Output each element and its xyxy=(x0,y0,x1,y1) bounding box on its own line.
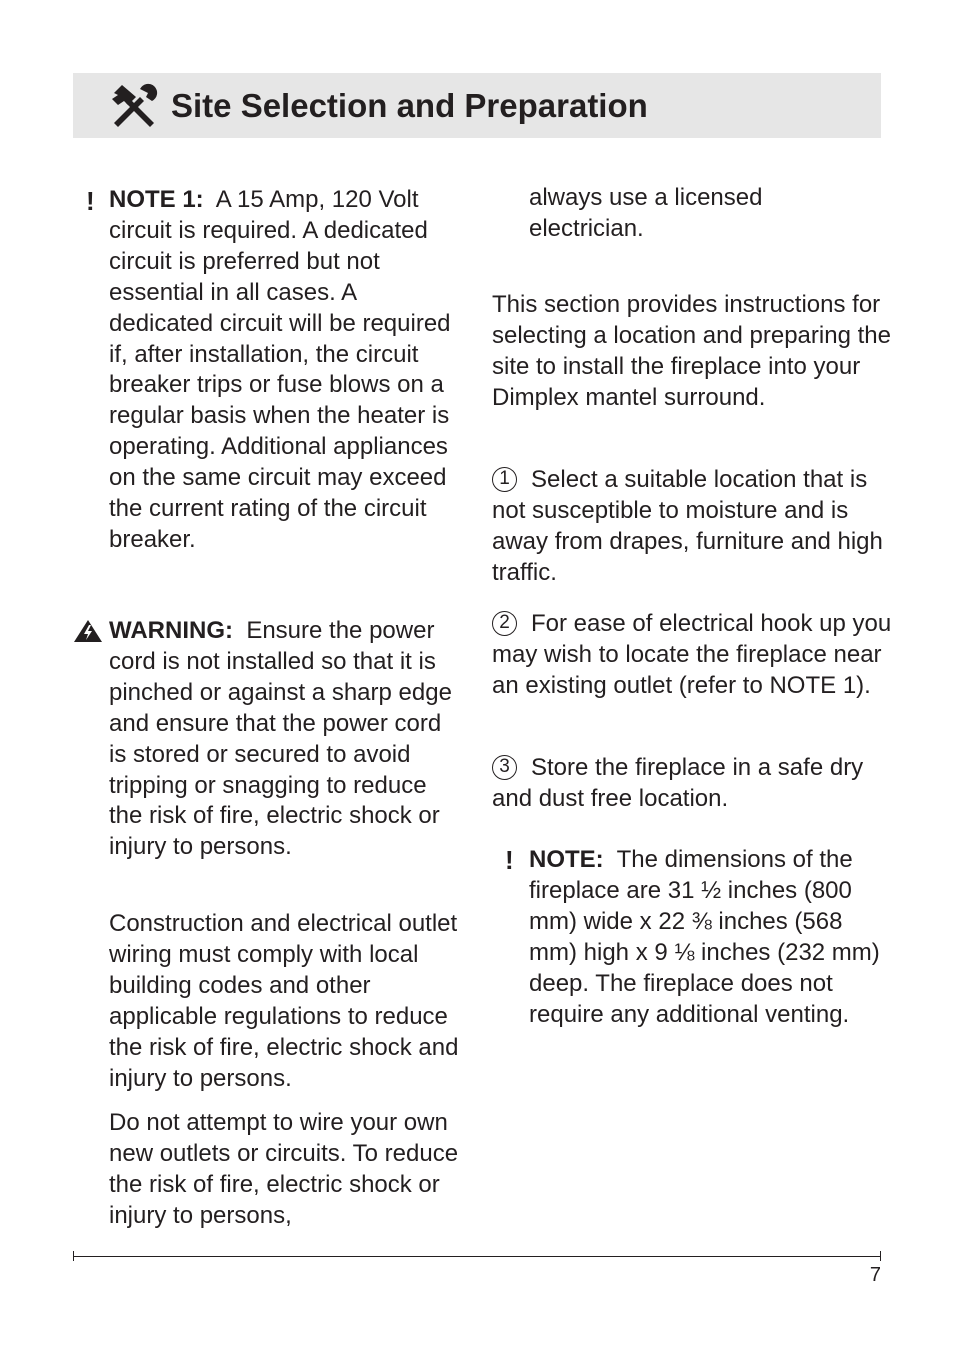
section-header xyxy=(73,73,881,138)
note2-paragraph xyxy=(529,845,889,1030)
warning-text: Ensure the power cord is not installed so that it is pinched or against a sharp edge and ensure that the power cord is stored or secured to avoid tripping or snagging to reduce the risk of fire, electric shock or injury to persons. xyxy=(109,617,452,861)
footer-rule xyxy=(73,1256,881,1257)
warning-triangle-icon xyxy=(73,619,103,643)
step-number-3: 3 xyxy=(492,755,517,780)
note1-text: A 15 Amp, 120 Volt circuit is required. A dedicated circuit is preferred but not essential in all cases. A dedicated circuit will be required if, after installation, the circuit breaker trips or fuse blows on a regular basis when the heater is operating. Additional appliances on the same circuit may exceed the current rating of the circuit breaker. xyxy=(109,186,451,553)
warning-paragraph xyxy=(109,616,464,863)
warning-label: WARNING: xyxy=(109,617,233,644)
step-3 xyxy=(492,753,892,815)
wiring-advice-continued: always use a licensed electrician. xyxy=(529,184,763,242)
note-exclamation-icon: ! xyxy=(86,186,95,216)
note1-paragraph xyxy=(109,185,464,556)
step-2-text: For ease of electrical hook up you may wish to locate the fireplace near an existing outlet (refer to NOTE 1). xyxy=(492,610,892,699)
footer-rule-tick-right xyxy=(880,1251,881,1261)
intro-paragraph: This section provides instructions for selecting a location and preparing the site to install the fireplace into your Dimplex mantel surround. xyxy=(492,291,891,411)
note2-label: NOTE: xyxy=(529,846,604,873)
note2-text: The dimensions of the fireplace are 31 ½ inches (800 mm) wide x 22 ⅜ inches (568 mm) high x 9 ⅛ inches (232 mm) deep. The fireplace does not require any additional venting. xyxy=(529,846,880,1028)
tools-icon xyxy=(110,83,158,129)
step-2 xyxy=(492,609,892,702)
footer-rule-tick-left xyxy=(73,1251,74,1261)
note1-label: NOTE 1: xyxy=(109,186,204,213)
page-number: 7 xyxy=(869,1264,881,1286)
wiring-codes-paragraph: Construction and electrical outlet wiring must comply with local building codes and other applicable regulations to reduce the risk of fire, electric shock and injury to persons. xyxy=(109,910,459,1092)
step-number-2: 2 xyxy=(492,611,517,636)
note2-exclamation-icon: ! xyxy=(505,845,514,875)
page-title: Site Selection and Preparation xyxy=(171,87,648,124)
step-1-text: Select a suitable location that is not susceptible to moisture and is away from drapes, furniture and high traffic. xyxy=(492,466,883,586)
step-1 xyxy=(492,465,892,589)
wiring-advice-paragraph: Do not attempt to wire your own new outlets or circuits. To reduce the risk of fire, electric shock or injury to persons, xyxy=(109,1109,459,1229)
step-number-1: 1 xyxy=(492,467,517,492)
step-3-text: Store the fireplace in a safe dry and dust free location. xyxy=(492,754,864,812)
